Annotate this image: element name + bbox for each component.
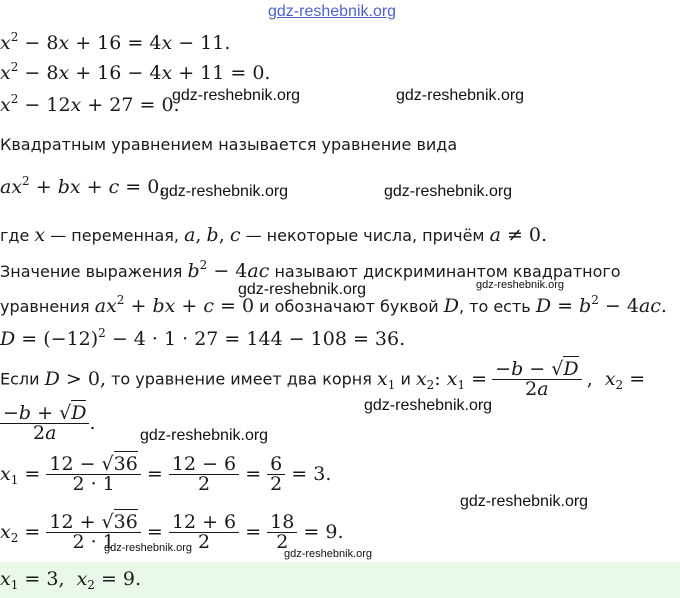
roots-formula-line: Если D > 0, то уравнение имеет два корня $x_1$ и $x_2$: $x_1$ = $\frac{-b - √D}{2a}$ , $x_2$ = [0, 358, 646, 400]
general-form-equation: $ax^2$ + bx + c = 0, [0, 174, 166, 198]
root-formula-x1-fraction: $\frac{-b - √D}{2a}$ [492, 360, 581, 399]
variables-description: где x — переменная, a, b, c — некоторые числа, причём a ≠ 0. [0, 224, 548, 246]
watermark: gdz-reshebnik.org [460, 493, 589, 510]
equation-line-2: $x^2 - 8x + 16 - 4x + 11 = 0$. [0, 60, 271, 84]
watermark: gdz-reshebnik.org [284, 548, 373, 560]
watermark: gdz-reshebnik.org [396, 87, 525, 104]
x1-calculation: $x_1$ = $\frac{12 - √36}{2 \cdot 1}$ = $\frac{12 - 6}{2}$ = $\frac{6}{2}$ = 3. [0, 453, 332, 495]
watermark: gdz-reshebnik.org [238, 281, 367, 298]
equation-line-3: $x^2 - 12x + 27 = 0$. [0, 92, 180, 116]
discriminant-calculation: $D = (-12)^2 - 4 \cdot 1 \cdot 27 = 144 - 108 = 36$. [0, 326, 406, 350]
watermark: gdz-reshebnik.org [364, 397, 493, 414]
watermark: gdz-reshebnik.org [160, 183, 289, 200]
final-answer: $x_1 = 3$, $x_2 = 9$. [0, 568, 142, 592]
discriminant-definition-line-1: Значение выражения $b^2 - 4ac$ называют дискриминантом квадратного [0, 258, 621, 282]
watermark: gdz-reshebnik.org [384, 183, 513, 200]
watermark: gdz-reshebnik.org [140, 427, 269, 444]
discriminant-definition-line-2: уравнения $ax^2$ + bx + c = 0 и обозначают буквой D, то есть $D = b^2 - 4ac$. [0, 293, 667, 317]
watermark: gdz-reshebnik.org [476, 279, 565, 291]
x2-calculation: $x_2$ = $\frac{12 + √36}{2 \cdot 1}$ = $\frac{12 + 6}{2}$ = $\frac{18}{2}$ = 9. [0, 511, 344, 553]
equation-line-1: $x^2 - 8x + 16 = 4x - 11$. [0, 30, 231, 54]
watermark-top-link[interactable]: gdz-reshebnik.org [268, 3, 397, 20]
definition-intro-text: Квадратным уравнением называется уравнение вида [0, 135, 458, 154]
watermark: gdz-reshebnik.org [172, 87, 301, 104]
watermark: gdz-reshebnik.org [104, 542, 193, 554]
root-formula-x2-fraction: $\frac{-b + √D}{2a}$ . [0, 404, 95, 443]
